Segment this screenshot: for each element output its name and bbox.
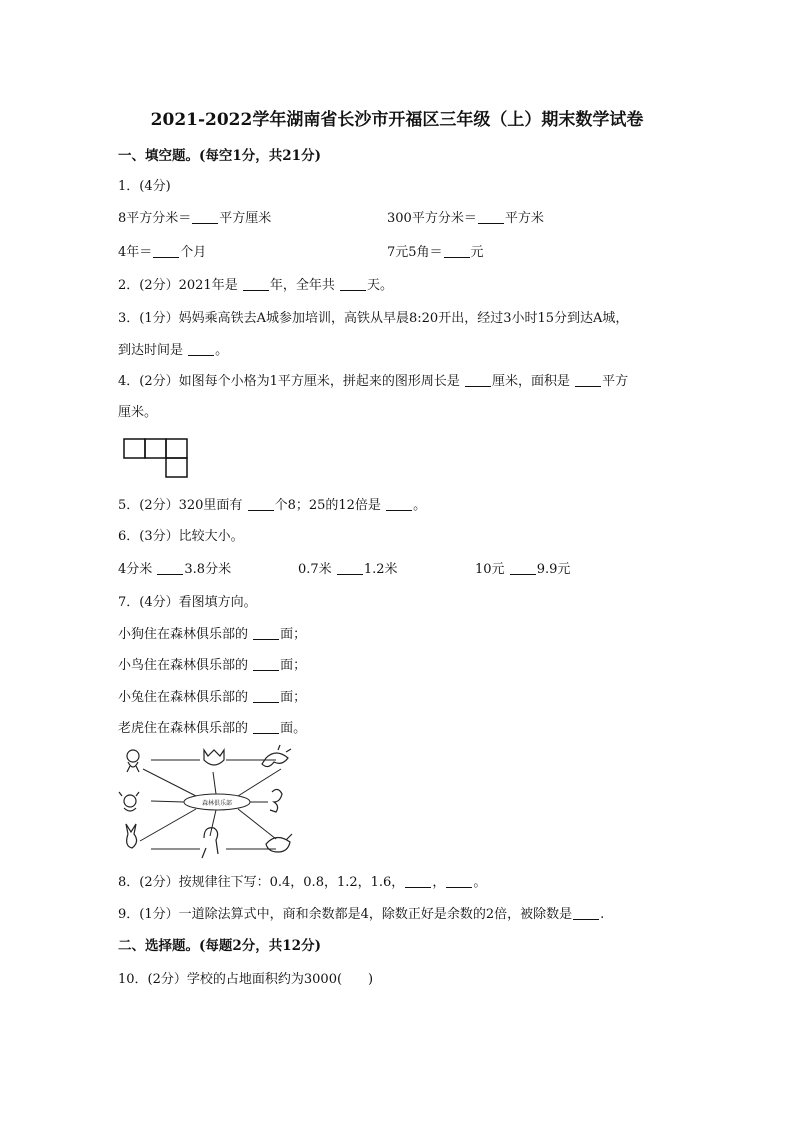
q1-a-text: 8平方分米＝	[118, 211, 192, 226]
answer-blank[interactable]	[253, 720, 279, 734]
q7-row-tiger	[118, 720, 306, 738]
grid-shape-figure	[123, 438, 191, 480]
animal-w-icon	[119, 792, 139, 811]
answer-blank[interactable]	[243, 277, 269, 291]
q7-row-suffix: 面；	[280, 658, 307, 673]
q7-row-rabbit	[118, 689, 306, 707]
answer-blank[interactable]	[465, 373, 491, 387]
answer-blank[interactable]	[253, 626, 279, 640]
q7-row-dog	[118, 626, 306, 644]
animal-ne-icon	[262, 745, 291, 767]
animal-sw-icon	[126, 824, 137, 848]
q8-text-1: 8．(2分）按规律往下写：0.4，0.8，1.2，1.6，	[118, 875, 405, 890]
q1-row-2	[118, 244, 678, 262]
question-10: 10．(2分）学校的占地面积约为3000( )	[118, 972, 374, 987]
q7-row-suffix: 面；	[280, 690, 307, 705]
grid-square	[145, 439, 166, 458]
q6-b	[298, 561, 398, 579]
q3-text-1: 到达时间是	[118, 343, 188, 358]
q6-a-left: 4分米	[118, 562, 157, 577]
q7-row-text: 小兔住在森林俱乐部的	[118, 690, 253, 705]
answer-blank[interactable]	[253, 689, 279, 703]
animal-se-icon	[266, 834, 292, 852]
question-2	[118, 277, 393, 295]
grid-square	[124, 439, 145, 458]
q1-header: 1．(4分)	[118, 179, 171, 194]
q1-c-text: 4年＝	[118, 245, 153, 260]
answer-blank[interactable]	[337, 561, 363, 575]
q1-row-1	[118, 210, 678, 228]
q7-row-bird	[118, 657, 306, 675]
answer-blank[interactable]	[192, 210, 218, 224]
answer-blank[interactable]	[478, 210, 504, 224]
q7-row-suffix: 面；	[280, 627, 307, 642]
question-6-items	[118, 561, 598, 579]
q2-text-1: 2．(2分）2021年是	[118, 278, 242, 293]
q4-text-1: 4．(2分）如图每个小格为1平方厘米，拼起来的图形周长是	[118, 374, 465, 389]
q6-b-right: 1.2米	[363, 562, 398, 577]
q6-a-right: 3.8分米	[184, 562, 232, 577]
page-title: 2021-2022学年湖南省长沙市开福区三年级（上）期末数学试卷	[150, 110, 644, 130]
question-3-line-2	[118, 342, 228, 360]
answer-blank[interactable]	[188, 342, 214, 356]
q7-row-text: 老虎住在森林俱乐部的	[118, 721, 253, 736]
section-heading-choice: 二、选择题。(每题2分，共12分)	[118, 938, 321, 954]
q5-text-2: 个8；25的12倍是	[274, 498, 386, 513]
question-4-line-1	[118, 373, 628, 391]
section-heading-fill-in: 一、填空题。(每空1分，共21分)	[118, 148, 321, 164]
q4-text-3: 平方	[602, 374, 629, 389]
answer-blank[interactable]	[446, 874, 472, 888]
q6-c	[475, 561, 570, 579]
q6-c-left: 10元	[475, 562, 509, 577]
q7-row-text: 小鸟住在森林俱乐部的	[118, 658, 253, 673]
q9-text-2: .	[600, 907, 605, 922]
q1-b-text: 300平方分米＝	[387, 211, 477, 226]
q8-text-3: 。	[473, 875, 487, 890]
q7-row-suffix: 面。	[280, 721, 307, 736]
q6-b-left: 0.7米	[298, 562, 336, 577]
q8-text-2: ，	[432, 875, 446, 890]
question-4-line-2: 厘米。	[118, 405, 158, 420]
animal-e-icon	[270, 789, 282, 812]
q1-a-unit: 平方厘米	[219, 211, 272, 226]
q1-d-text: 7元5角＝	[387, 245, 443, 260]
answer-blank[interactable]	[575, 373, 601, 387]
q9-text-1: 9．(1分）一道除法算式中，商和余数都是4，除数正好是余数的2倍，被除数是	[118, 907, 573, 922]
club-center-label: 森林俱乐部	[201, 800, 233, 807]
answer-blank[interactable]	[444, 244, 470, 258]
answer-blank[interactable]	[510, 561, 536, 575]
q5-text-1: 5．(2分）320里面有	[118, 498, 247, 513]
grid-square	[166, 458, 187, 477]
q5-text-3: 。	[413, 498, 427, 513]
q2-text-2: 年，全年共	[269, 278, 339, 293]
answer-blank[interactable]	[386, 497, 412, 511]
q6-c-right: 9.9元	[536, 562, 571, 577]
q7-row-text: 小狗住在森林俱乐部的	[118, 627, 253, 642]
question-7-header: 7．(4分）看图填方向。	[118, 595, 257, 610]
question-3-line-1: 3．(1分）妈妈乘高铁去A城参加培训，高铁从早晨8:20开出，经过3小时15分到达A城，	[118, 311, 629, 326]
q3-text-2: 。	[215, 343, 229, 358]
answer-blank[interactable]	[253, 657, 279, 671]
answer-blank[interactable]	[405, 874, 431, 888]
answer-blank[interactable]	[340, 277, 366, 291]
q1-c-unit: 个月	[180, 245, 207, 260]
forest-club-direction-map	[116, 744, 306, 866]
q2-text-3: 天。	[366, 278, 393, 293]
animal-s-icon	[202, 828, 218, 858]
question-5	[118, 497, 426, 515]
question-9	[118, 906, 604, 924]
animal-nw-icon	[127, 750, 139, 772]
q1-b-unit: 平方米	[504, 211, 544, 226]
animal-n-icon	[204, 750, 224, 765]
question-8	[118, 874, 486, 892]
question-6-header: 6．(3分）比较大小。	[118, 529, 244, 544]
answer-blank[interactable]	[157, 561, 183, 575]
q4-text-2: 厘米，面积是	[492, 374, 575, 389]
answer-blank[interactable]	[153, 244, 179, 258]
q1-d-unit: 元	[470, 245, 484, 260]
answer-blank[interactable]	[573, 906, 599, 920]
grid-square	[166, 439, 187, 458]
q1-d	[387, 244, 484, 262]
answer-blank[interactable]	[248, 497, 274, 511]
q1-b	[387, 210, 544, 228]
